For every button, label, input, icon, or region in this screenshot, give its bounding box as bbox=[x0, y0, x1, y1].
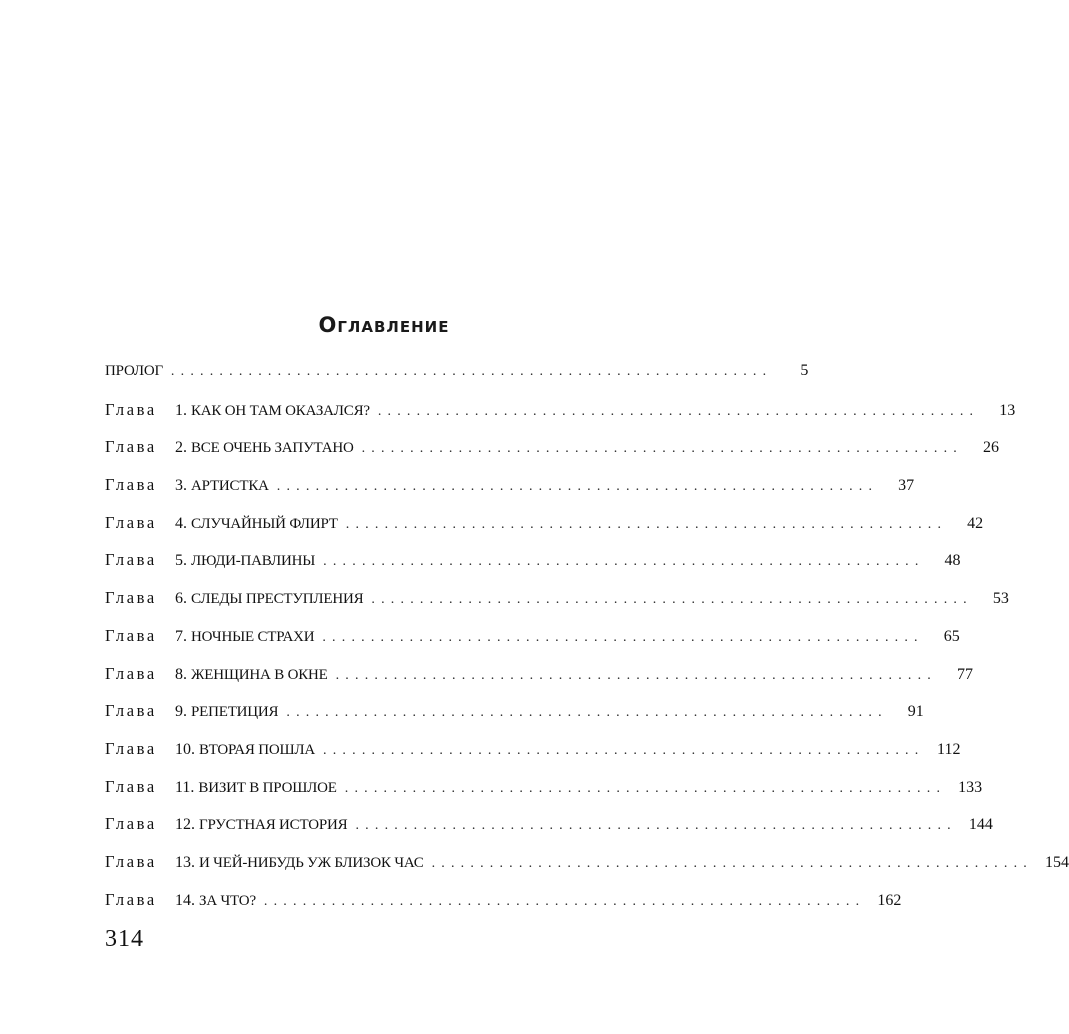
toc-page-number: 144 bbox=[968, 816, 993, 834]
toc-entry-prologue[interactable] bbox=[105, 362, 809, 400]
toc-entry-title: ГРУСТНАЯ ИСТОРИЯ bbox=[199, 817, 348, 834]
dot-leader: .............................................................. bbox=[170, 364, 773, 379]
toc-page-number: 5 bbox=[800, 362, 809, 379]
toc-entry-chapter-6[interactable] bbox=[105, 588, 1009, 626]
toc-entry-title: АРТИСТКА bbox=[191, 478, 269, 495]
toc-entry-title: ВТОРАЯ ПОШЛА bbox=[199, 741, 316, 758]
chapter-number: 8. bbox=[175, 665, 187, 683]
chapter-word: Глава bbox=[105, 588, 157, 608]
chapter-number: 4. bbox=[175, 514, 187, 532]
page-title: Оглавление bbox=[318, 313, 450, 337]
chapter-number: 10. bbox=[175, 740, 195, 758]
dot-leader: .............................................................. bbox=[335, 667, 938, 683]
toc-entry-chapter-11[interactable] bbox=[105, 776, 983, 815]
toc-entry-title: СЛУЧАЙНЫЙ ФЛИРТ bbox=[191, 515, 338, 532]
chapter-number: 14. bbox=[175, 891, 195, 909]
chapter-word: Глава bbox=[105, 512, 157, 532]
chapter-word: Глава bbox=[105, 663, 157, 683]
chapter-word: Глава bbox=[105, 738, 157, 758]
toc-page-number: 112 bbox=[937, 740, 961, 758]
toc-entry-chapter-14[interactable] bbox=[105, 889, 902, 928]
dot-leader: .............................................................. bbox=[263, 893, 866, 909]
chapter-word: Глава bbox=[105, 889, 157, 909]
toc-entry-chapter-10[interactable] bbox=[105, 738, 961, 777]
chapter-word: Глава bbox=[105, 625, 157, 645]
dot-leader: .............................................................. bbox=[355, 818, 957, 834]
toc-entry-chapter-12[interactable] bbox=[105, 814, 993, 852]
dot-leader: .............................................................. bbox=[322, 629, 924, 645]
dot-leader: .............................................................. bbox=[377, 403, 980, 419]
toc-entry-title: ВИЗИТ В ПРОШЛОЕ bbox=[198, 779, 337, 796]
dot-leader: .............................................................. bbox=[431, 855, 1033, 871]
chapter-number: 2. bbox=[175, 439, 187, 457]
toc-entry-chapter-7[interactable] bbox=[105, 625, 960, 664]
chapter-word: Глава bbox=[105, 701, 157, 721]
chapter-number: 6. bbox=[175, 590, 187, 608]
toc-entry-chapter-2[interactable] bbox=[105, 437, 1000, 475]
toc-entry-chapter-1[interactable] bbox=[105, 399, 1016, 438]
dot-leader: .............................................................. bbox=[344, 780, 947, 796]
chapter-word: Глава bbox=[105, 399, 157, 419]
toc-entry-chapter-8[interactable] bbox=[105, 663, 974, 702]
toc-page-number: 48 bbox=[944, 552, 961, 570]
chapter-number: 1. bbox=[175, 401, 187, 419]
toc-page-number: 53 bbox=[992, 590, 1009, 608]
table-of-contents bbox=[105, 362, 1069, 927]
toc-entry-title: КАК ОН ТАМ ОКАЗАЛСЯ? bbox=[191, 402, 370, 419]
toc-entry-chapter-13[interactable] bbox=[105, 851, 1069, 890]
chapter-number: 5. bbox=[175, 552, 187, 570]
chapter-word: Глава bbox=[105, 851, 157, 871]
chapter-word: Глава bbox=[105, 475, 157, 495]
toc-entry-chapter-4[interactable] bbox=[105, 512, 984, 551]
chapter-word: Глава bbox=[105, 550, 157, 570]
dot-leader: .............................................................. bbox=[323, 554, 925, 570]
chapter-number: 13. bbox=[175, 853, 195, 871]
toc-page-number: 42 bbox=[967, 514, 984, 532]
toc-entry-chapter-9[interactable] bbox=[105, 701, 924, 739]
page-number: 314 bbox=[105, 926, 144, 952]
chapter-number: 3. bbox=[175, 477, 187, 495]
toc-entry-title: ЛЮДИ-ПАВЛИНЫ bbox=[191, 553, 316, 570]
toc-page-number: 133 bbox=[958, 778, 983, 796]
toc-entry-title: ЖЕНЩИНА В ОКНЕ bbox=[191, 666, 328, 683]
toc-page-number: 162 bbox=[877, 891, 902, 909]
dot-leader: .............................................................. bbox=[286, 705, 888, 721]
toc-page-number: 13 bbox=[999, 401, 1016, 419]
toc-page-number: 65 bbox=[943, 627, 960, 645]
dot-leader: .............................................................. bbox=[276, 479, 879, 495]
chapter-number: 11. bbox=[175, 778, 195, 796]
toc-entry-title: НОЧНЫЕ СТРАХИ bbox=[191, 628, 315, 645]
dot-leader: .............................................................. bbox=[345, 516, 948, 532]
dot-leader: .............................................................. bbox=[361, 441, 964, 457]
chapter-number: 12. bbox=[175, 816, 195, 834]
toc-entry-title: ЗА ЧТО? bbox=[199, 892, 256, 909]
toc-page-number: 91 bbox=[907, 703, 924, 721]
toc-entry-title: И ЧЕЙ-НИБУДЬ УЖ БЛИЗОК ЧАС bbox=[199, 854, 424, 871]
toc-entry-chapter-5[interactable] bbox=[105, 550, 961, 588]
toc-entry-title: ВСЕ ОЧЕНЬ ЗАПУТАНО bbox=[191, 440, 354, 457]
toc-entry-title: ПРОЛОГ bbox=[105, 363, 163, 379]
chapter-word: Глава bbox=[105, 776, 157, 796]
toc-page-number: 77 bbox=[957, 665, 974, 683]
toc-page-number: 154 bbox=[1044, 853, 1069, 871]
toc-entry-title: РЕПЕТИЦИЯ bbox=[191, 704, 279, 721]
chapter-word: Глава bbox=[105, 814, 157, 834]
toc-page-number: 26 bbox=[983, 439, 1000, 457]
toc-entry-title: СЛЕДЫ ПРЕСТУПЛЕНИЯ bbox=[191, 591, 364, 608]
chapter-word: Глава bbox=[105, 437, 157, 457]
toc-entry-chapter-3[interactable] bbox=[105, 475, 915, 513]
chapter-number: 9. bbox=[175, 703, 187, 721]
dot-leader: .............................................................. bbox=[323, 742, 925, 758]
chapter-number: 7. bbox=[175, 627, 187, 645]
toc-page-number: 37 bbox=[898, 477, 915, 495]
dot-leader: .............................................................. bbox=[371, 592, 973, 608]
